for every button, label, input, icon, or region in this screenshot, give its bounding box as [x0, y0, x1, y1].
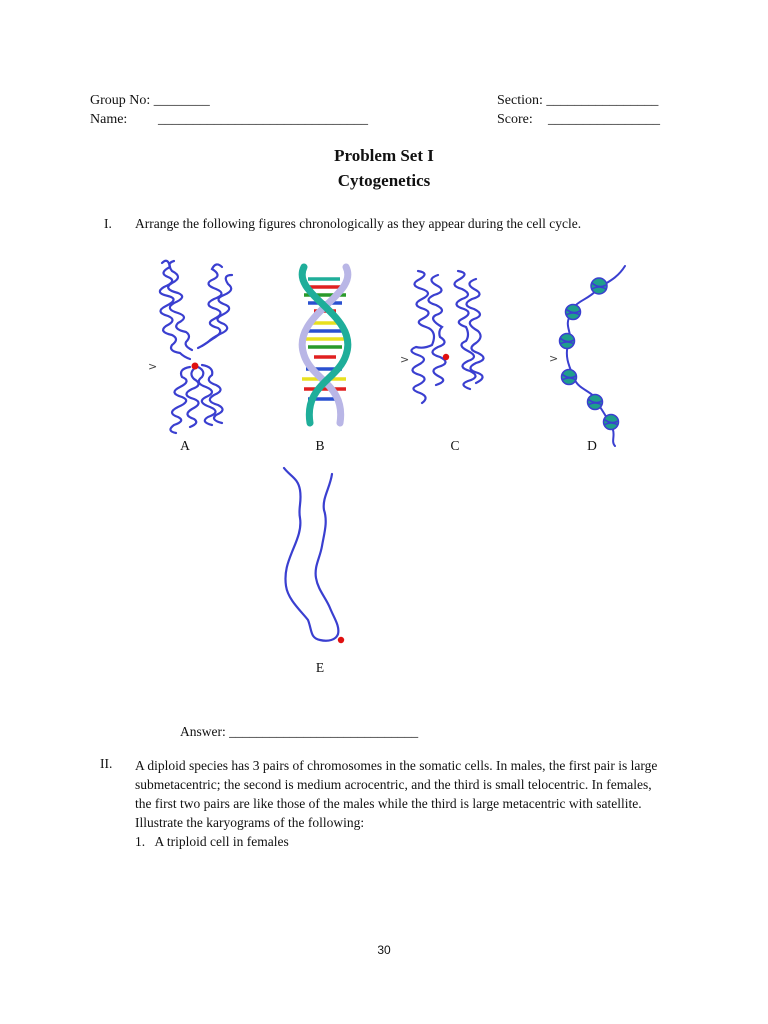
figure-d-nucleosomes [545, 262, 635, 452]
name-blank: ______________________________ [158, 112, 368, 127]
centromere-a [192, 363, 199, 370]
section-field: Section: ________________ [497, 93, 659, 108]
question-2-text [135, 756, 675, 851]
question-1-number: I. [104, 216, 112, 231]
centromere-c [443, 354, 449, 360]
figure-a-chromosome [140, 255, 250, 435]
figure-b-label: B [315, 438, 325, 453]
page-number: 30 [377, 943, 391, 957]
question-2-line: submetacentric; the second is medium acrocentric, and the third is small telocentric. In females, [135, 777, 652, 792]
answer-blank: Answer: ____________________________ [180, 724, 419, 739]
question-2-line: the first two pairs are like those of the males while the third is large metacentric with satellite. [135, 796, 642, 811]
figure-c-label: C [450, 438, 460, 453]
name-label: Name: [90, 112, 128, 127]
svg-text:>: > [148, 360, 158, 373]
svg-text:>: > [549, 352, 559, 365]
page-title: Problem Set I [334, 146, 434, 165]
centromere-e [338, 637, 344, 643]
score-label: Score: [497, 112, 533, 127]
figure-a-label: A [180, 438, 190, 453]
group-no-field: Group No: ________ [90, 93, 210, 108]
figure-b-dna-helix [290, 265, 360, 425]
score-blank: ________________ [548, 112, 660, 127]
question-2-number: II. [100, 756, 113, 771]
question-2-line: A diploid species has 3 pairs of chromosomes in the somatic cells. In males, the first pair is large [135, 758, 658, 773]
question-2-line: Illustrate the karyograms of the following: [135, 815, 365, 830]
question-2-item-1: 1. A triploid cell in females [135, 834, 289, 849]
figure-c-chromatids [398, 265, 498, 415]
question-1-text: Arrange the following figures chronologically as they appear during the cell cycle. [135, 216, 582, 231]
svg-text:>: > [400, 353, 410, 366]
page-subtitle: Cytogenetics [337, 171, 431, 190]
nucleosome-beads [560, 278, 619, 430]
figure-e-label: E [315, 660, 325, 675]
figure-d-label: D [587, 438, 597, 453]
figure-e-chromatin [280, 462, 360, 657]
